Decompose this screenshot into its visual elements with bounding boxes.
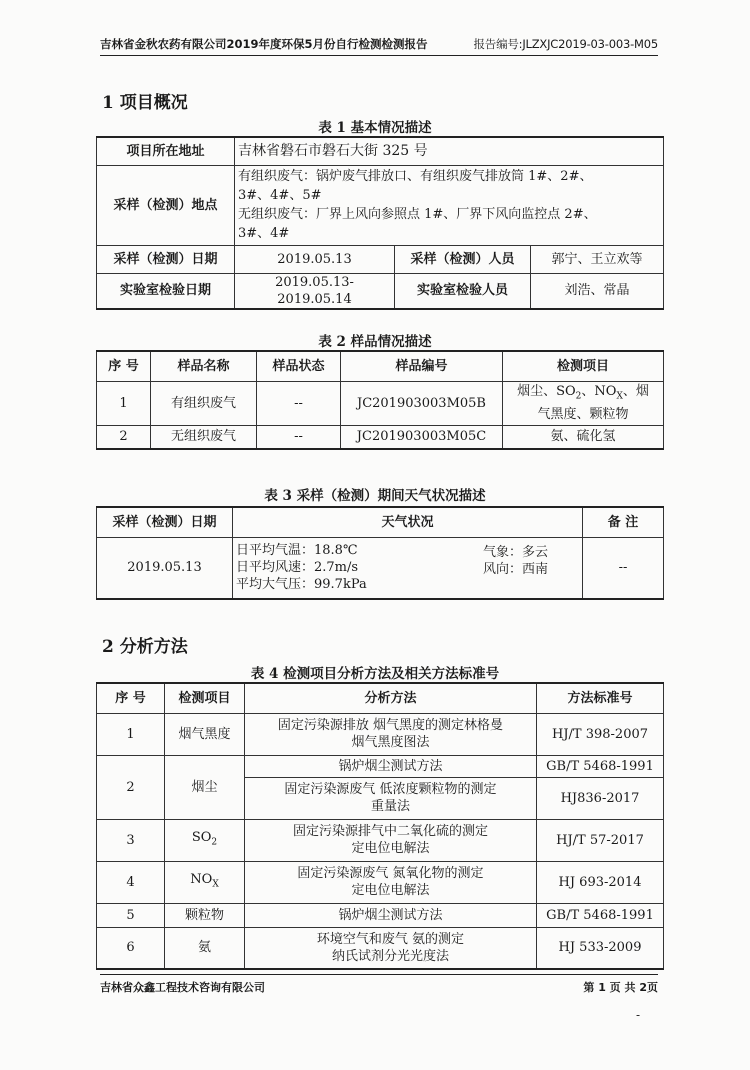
row-name: 有组织废气 — [151, 381, 257, 425]
weather-note: -- — [583, 537, 664, 599]
row-method — [245, 777, 537, 819]
location-line: 3#、4# — [238, 226, 290, 241]
basic-info-table — [96, 136, 664, 310]
row-name: 无组织废气 — [151, 425, 257, 449]
row-method — [245, 819, 537, 861]
row-standard: HJ 533-2009 — [537, 927, 664, 969]
row-item: 烟气黑度 — [165, 713, 245, 755]
row-standard: GB/T 5468-1991 — [537, 755, 664, 777]
col-note: 备 注 — [583, 507, 664, 537]
col-name: 样品名称 — [151, 351, 257, 381]
page-header — [100, 38, 658, 56]
person-value: 郭宁、王立欢等 — [531, 245, 664, 273]
row-no: 1 — [97, 381, 151, 425]
table-row — [97, 903, 664, 927]
methods-table — [96, 682, 664, 970]
avg-pressure: 平均大气压：99.7kPa — [236, 577, 367, 593]
row-standard: HJ 693-2014 — [537, 861, 664, 903]
row-no: 2 — [97, 755, 165, 819]
items-sub: X — [616, 391, 623, 402]
page-mark: - — [636, 1008, 641, 1022]
footer-company: 吉林省众鑫工程技术咨询有限公司 — [100, 981, 265, 994]
row-standard: GB/T 5468-1991 — [537, 903, 664, 927]
table-row — [97, 381, 664, 425]
header-title: 吉林省金秋农药有限公司2019年度环保5月份自行检测检测报告 — [100, 37, 428, 51]
row-method — [245, 861, 537, 903]
row-no: 4 — [97, 861, 165, 903]
method-line: 固定污染源排放 烟气黑度的测定林格曼 — [277, 718, 504, 733]
items-line: 气黑度、颗粒物 — [537, 406, 629, 422]
report-number: 报告编号:JLZXJC2019-03-003-M05 — [473, 37, 658, 51]
person-label: 采样（检测）人员 — [395, 245, 531, 273]
item-text: NO — [190, 871, 213, 887]
table2-caption: 表 2 样品情况描述 — [318, 334, 432, 350]
table-row — [97, 713, 664, 755]
row-method: 锅炉烟尘测试方法 — [245, 755, 537, 777]
section-title-1: 1 项目概况 — [102, 93, 188, 113]
col-no: 序 号 — [97, 683, 165, 713]
address-label: 项目所在地址 — [97, 137, 235, 165]
date-value: 2019.05.13 — [235, 245, 395, 273]
items-part: 烟尘、SO — [517, 384, 576, 400]
table-row — [97, 425, 664, 449]
row-code: JC201903003M05C — [341, 425, 503, 449]
row-state: -- — [257, 425, 341, 449]
method-line: 固定污染源排气中二氧化硫的测定 — [292, 824, 488, 839]
items-sub: 2 — [575, 391, 582, 402]
item-sub: 2 — [211, 837, 218, 848]
item-text: SO — [191, 829, 212, 845]
method-line: 固定污染源废气 低浓度颗粒物的测定 — [284, 782, 497, 797]
location-value — [235, 165, 664, 245]
table-row — [97, 755, 664, 777]
lab-person-label: 实验室检验人员 — [395, 273, 531, 309]
row-no: 2 — [97, 425, 151, 449]
weather-date: 2019.05.13 — [97, 537, 233, 599]
row-method: 锅炉烟尘测试方法 — [245, 903, 537, 927]
row-standard: HJ/T 57-2017 — [537, 819, 664, 861]
table1-caption: 表 1 基本情况描述 — [318, 120, 432, 136]
row-no: 1 — [97, 713, 165, 755]
location-label: 采样（检测）地点 — [97, 165, 235, 245]
method-line: 烟气黑度图法 — [351, 735, 430, 750]
page-number: 第 1 页 共 2页 — [583, 981, 658, 994]
row-standard: HJ836-2017 — [537, 777, 664, 819]
row-item: 颗粒物 — [165, 903, 245, 927]
row-item — [165, 861, 245, 903]
row-item: 氨 — [165, 927, 245, 969]
sample-table — [96, 350, 664, 450]
row-method — [245, 713, 537, 755]
row-items — [503, 381, 664, 425]
table-row — [97, 819, 664, 861]
lab-date-label: 实验室检验日期 — [97, 273, 235, 309]
address-value: 吉林省磐石市磐石大街 325 号 — [235, 137, 664, 165]
location-line: 无组织废气：厂界上风向参照点 1#、厂界下风向监控点 2#、 — [238, 207, 597, 222]
method-line: 定电位电解法 — [351, 883, 430, 898]
table-row — [97, 861, 664, 903]
row-item: 烟尘 — [165, 755, 245, 819]
method-line: 纳氏试剂分光光度法 — [331, 948, 449, 964]
avg-temp: 日平均气温：18.8℃ — [236, 543, 358, 559]
location-line: 有组织废气：锅炉废气排放口、有组织废气排放筒 1#、2#、 — [238, 169, 593, 184]
items-part: 、NO — [581, 384, 617, 400]
avg-wind: 日平均风速：2.7m/s — [236, 560, 359, 576]
location-line: 3#、4#、5# — [238, 188, 322, 203]
method-line: 环境空气和废气 氨的测定 — [316, 931, 465, 947]
table3-caption: 表 3 采样（检测）期间天气状况描述 — [264, 488, 486, 504]
row-code: JC201903003M05B — [341, 381, 503, 425]
col-item: 检测项目 — [165, 683, 245, 713]
wind-direction: 风向：西南 — [483, 561, 549, 577]
row-no: 6 — [97, 927, 165, 969]
items-part: 、烟 — [622, 384, 649, 400]
row-item — [165, 819, 245, 861]
method-line: 定电位电解法 — [351, 841, 430, 856]
col-no: 序 号 — [97, 351, 151, 381]
lab-date-value: 2019.05.13-2019.05.14 — [235, 273, 395, 309]
method-line: 重量法 — [370, 799, 410, 814]
section-title-2: 2 分析方法 — [102, 637, 188, 657]
row-standard: HJ/T 398-2007 — [537, 713, 664, 755]
col-items: 检测项目 — [503, 351, 664, 381]
lab-person-value: 刘浩、常晶 — [531, 273, 664, 309]
page-footer — [100, 974, 658, 995]
item-sub: X — [212, 879, 219, 890]
weather-details — [233, 537, 583, 599]
col-state: 样品状态 — [257, 351, 341, 381]
col-code: 样品编号 — [341, 351, 503, 381]
col-date: 采样（检测）日期 — [97, 507, 233, 537]
col-standard: 方法标准号 — [537, 683, 664, 713]
table-row — [97, 927, 664, 969]
table4-caption: 表 4 检测项目分析方法及相关方法标准号 — [250, 666, 500, 682]
col-method: 分析方法 — [245, 683, 537, 713]
date-label: 采样（检测）日期 — [97, 245, 235, 273]
method-line: 固定污染源废气 氮氧化物的测定 — [297, 866, 484, 881]
row-no: 3 — [97, 819, 165, 861]
row-items: 氨、硫化氢 — [503, 425, 664, 449]
col-weather: 天气状况 — [233, 507, 583, 537]
weather-table — [96, 506, 664, 600]
weather-condition: 气象：多云 — [483, 544, 549, 560]
row-no: 5 — [97, 903, 165, 927]
row-method — [245, 927, 537, 969]
row-state: -- — [257, 381, 341, 425]
